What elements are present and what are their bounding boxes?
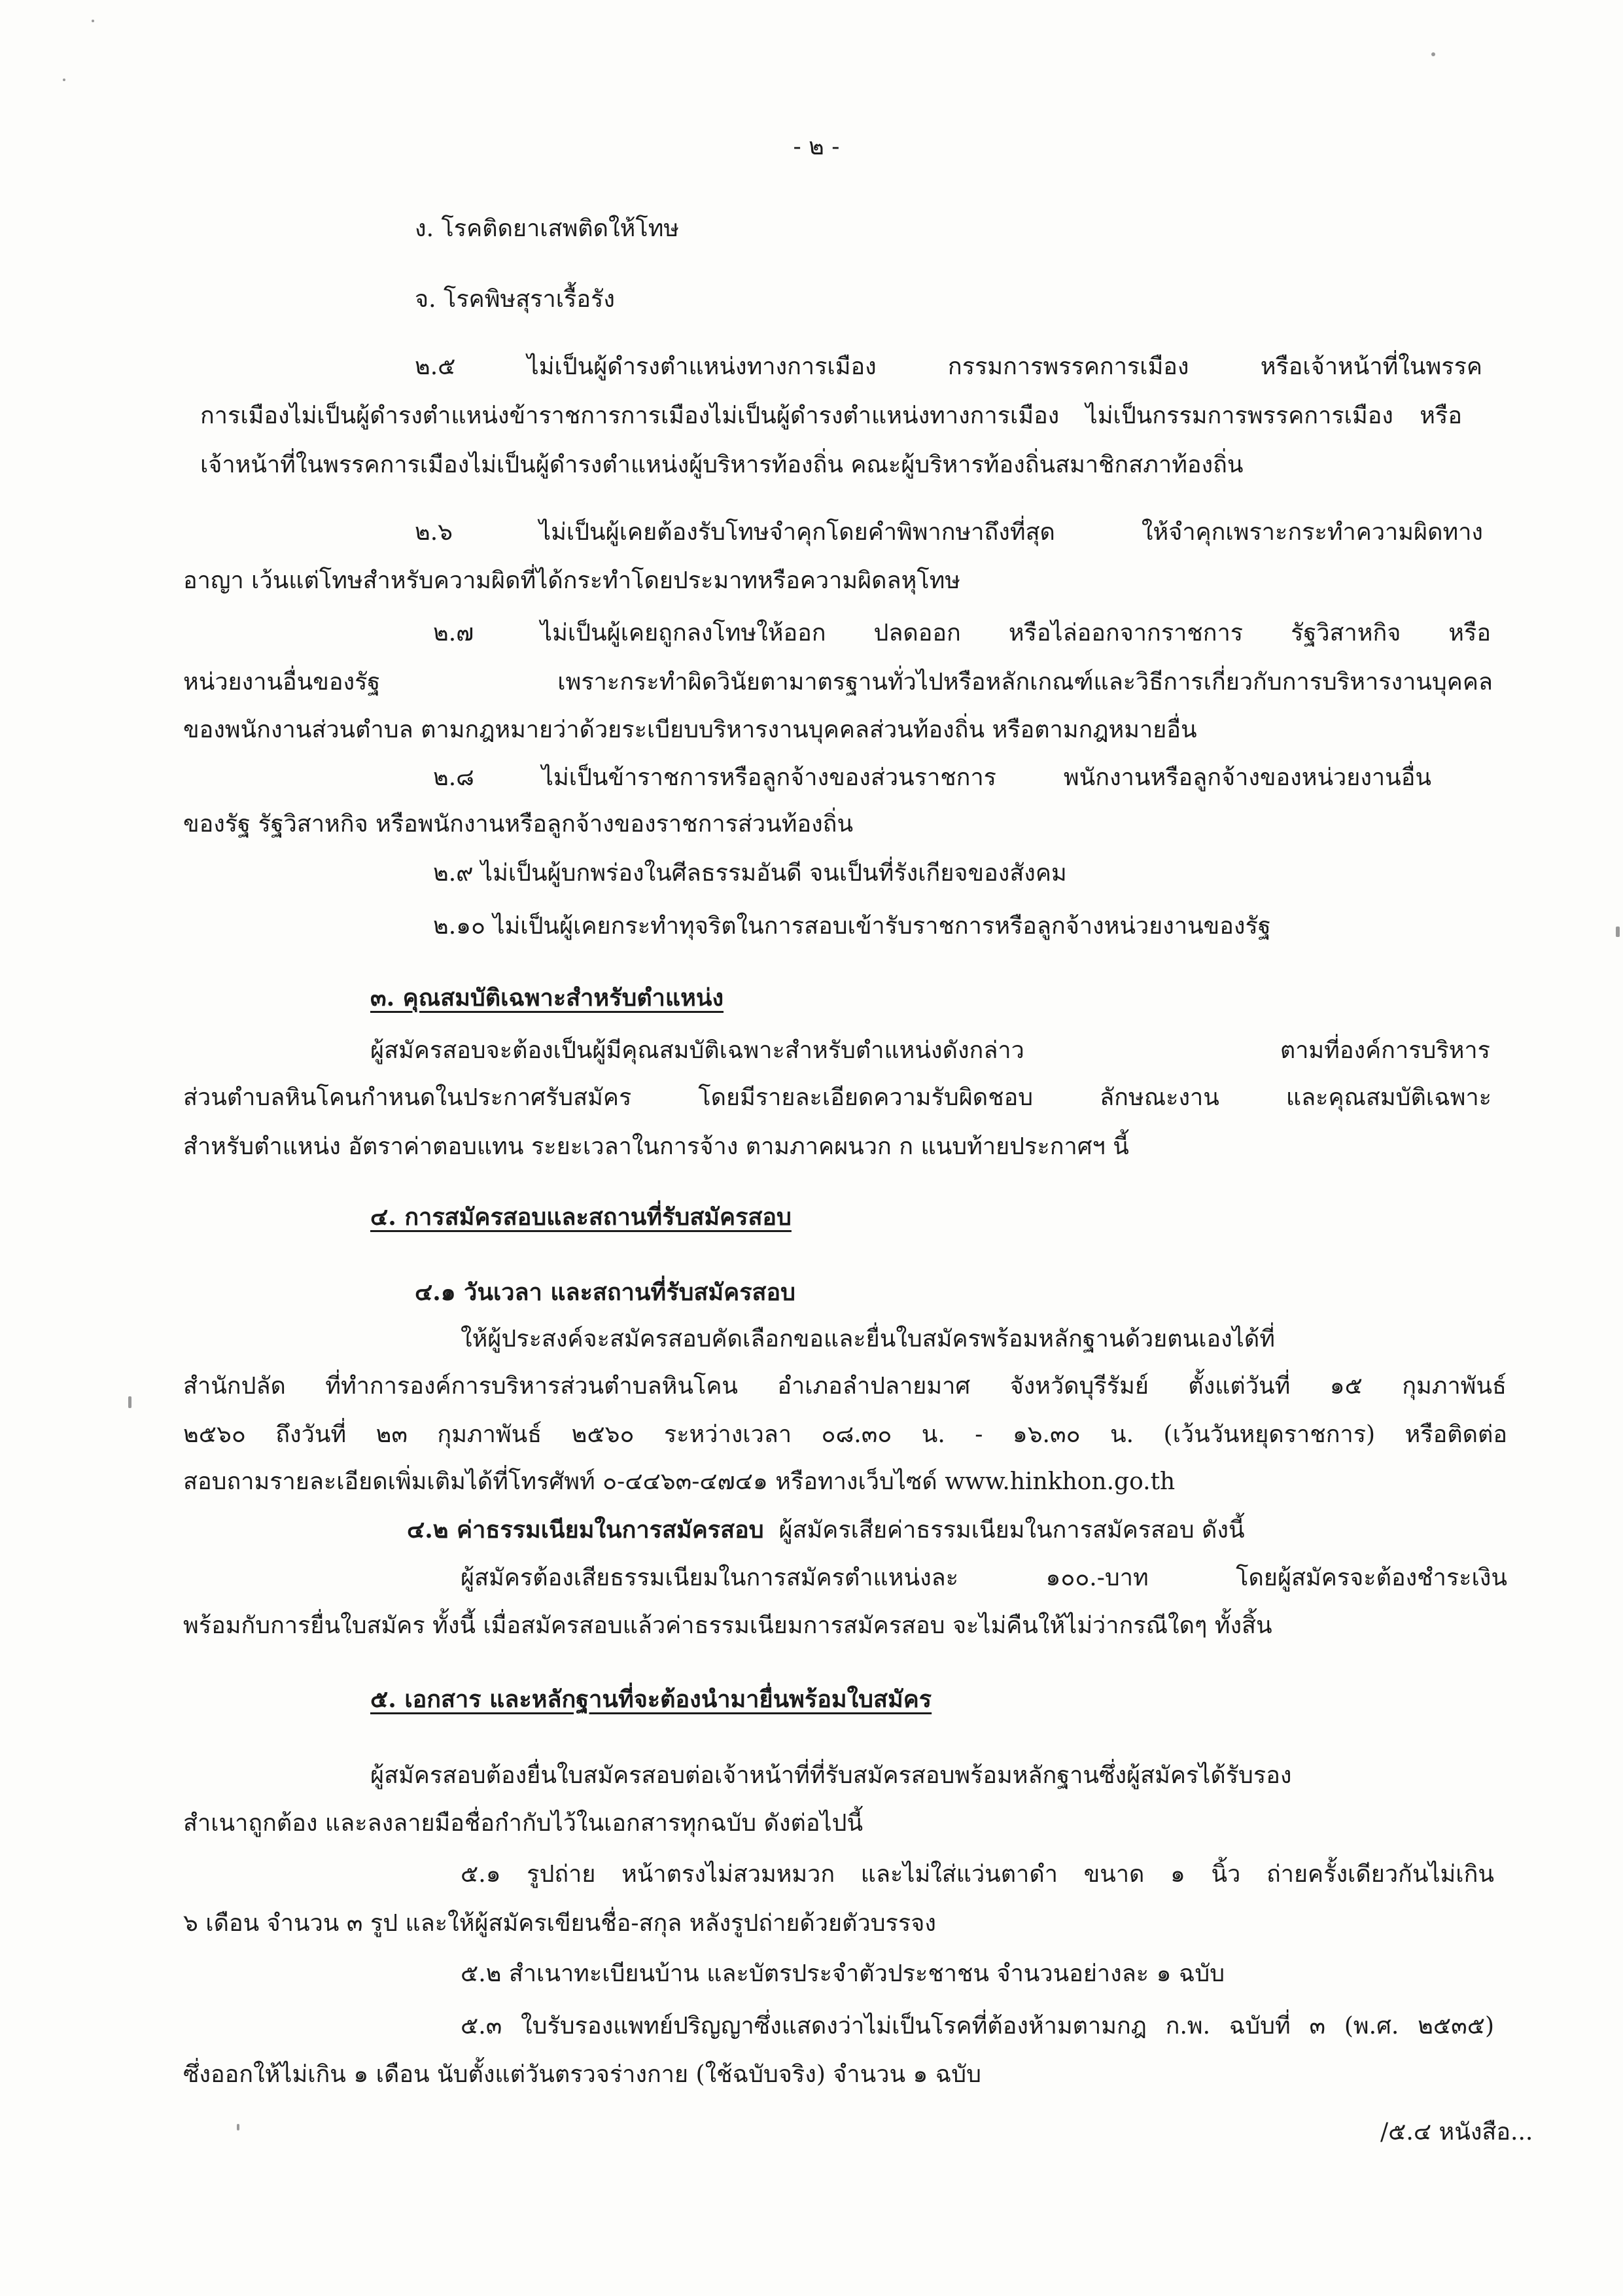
text-line: ง. โรคติดยาเสพติดให้โทษ xyxy=(415,215,680,242)
text-line: ผู้สมัครต้องเสียธรรมเนียมในการสมัครตำแหน่งละ ๑๐๐.-บาท โดยผู้สมัครจะต้องชำระเงิน xyxy=(461,1564,1507,1591)
scan-speck xyxy=(1616,927,1620,937)
continuation-footer: /๕.๔ หนังสือ... xyxy=(1380,2119,1533,2146)
text-line: ให้ผู้ประสงค์จะสมัครสอบคัดเลือกขอและยื่นใบสมัครพร้อมหลักฐานด้วยตนเองได้ที่ xyxy=(461,1326,1275,1352)
text-line: ๕.๑ รูปถ่าย หน้าตรงไม่สวมหมวก และไม่ใส่แว่นตาดำ ขนาด ๑ นิ้ว ถ่ายครั้งเดียวกันไม่เกิน xyxy=(461,1861,1494,1888)
scan-speck xyxy=(1431,52,1435,56)
scan-speck xyxy=(63,79,65,81)
text-line: สำเนาถูกต้อง และลงลายมือชื่อกำกับไว้ในเอกสารทุกฉบับ ดังต่อไปนี้ xyxy=(183,1810,864,1837)
text-line: ไม่เป็นผู้เคยถูกลงโทษให้ออก ปลดออก หรือไล่ออกจากราชการ รัฐวิสาหกิจ หรือ xyxy=(540,620,1491,646)
text-line: ๕.๒ สำเนาทะเบียนบ้าน และบัตรประจำตัวประชาชน จำนวนอย่างละ ๑ ฉบับ xyxy=(461,1960,1225,1987)
text-line: สำหรับตำแหน่ง อัตราค่าตอบแทน ระยะเวลาในการจ้าง ตามภาคผนวก ก แนบท้ายประกาศฯ นี้ xyxy=(183,1133,1129,1160)
text-line: สอบถามรายละเอียดเพิ่มเติมได้ที่โทรศัพท์ ๐-๔๔๖๓-๔๗๔๑ หรือทางเว็บไซด์ www.hinkhon.go.th xyxy=(183,1468,1176,1495)
text-line: เจ้าหน้าที่ในพรรคการเมืองไม่เป็นผู้ดำรงตำแหน่งผู้บริหารท้องถิ่น คณะผู้บริหารท้องถิ่นสมาชิกสภาท้องถิ่น xyxy=(200,451,1244,478)
text-line xyxy=(407,1513,1245,1547)
text-line: ๒.๕ ไม่เป็นผู้ดำรงตำแหน่งทางการเมือง กรรมการพรรคการเมือง หรือเจ้าหน้าที่ในพรรค xyxy=(415,353,1482,380)
section-heading: ๕. เอกสาร และหลักฐานที่จะต้องนำมายื่นพร้อมใบสมัคร xyxy=(370,1686,932,1713)
scan-speck xyxy=(237,2124,239,2130)
section-heading: ๔. การสมัครสอบและสถานที่รับสมัครสอบ xyxy=(370,1203,792,1231)
text-line: ของพนักงานส่วนตำบล ตามกฎหมายว่าด้วยระเบียบบริหารงานบุคคลส่วนท้องถิ่น หรือตามกฎหมายอื่น xyxy=(183,716,1197,743)
text-line: ผู้สมัครสอบต้องยื่นใบสมัครสอบต่อเจ้าหน้าที่ที่รับสมัครสอบพร้อมหลักฐานซึ่งผู้สมัครได้รับรอง xyxy=(370,1762,1292,1789)
text-line: หน่วยงานอื่นของรัฐ เพราะกระทำผิดวินัยตามาตรฐานทั่วไปหรือหลักเกณฑ์และวิธีการเกี่ยวกับการบริหารงานบุคคล xyxy=(183,669,1493,696)
scan-speck xyxy=(92,20,94,22)
subsection-heading: ๔.๒ ค่าธรรมเนียมในการสมัครสอบ xyxy=(407,1516,764,1544)
text-line: ๒.๘ ไม่เป็นข้าราชการหรือลูกจ้างของส่วนราชการ พนักงานหรือลูกจ้างของหน่วยงานอื่น xyxy=(433,764,1431,791)
text-line: ๒.๙ ไม่เป็นผู้บกพร่องในศีลธรรมอันดี จนเป็นที่รังเกียจของสังคม xyxy=(433,860,1067,887)
text-line: ๒.๑๐ ไม่เป็นผู้เคยกระทำทุจริตในการสอบเข้ารับราชการหรือลูกจ้างหน่วยงานของรัฐ xyxy=(433,913,1271,940)
text-line: ๕.๓ ใบรับรองแพทย์ปริญญาซึ่งแสดงว่าไม่เป็นโรคที่ต้องห้ามตามกฎ ก.พ. ฉบับที่ ๓ (พ.ศ. ๒๕๓๕) xyxy=(461,2013,1494,2040)
text-line: ๖ เดือน จำนวน ๓ รูป และให้ผู้สมัครเขียนชื่อ-สกุล หลังรูปถ่ายด้วยตัวบรรจง xyxy=(183,1910,936,1937)
section-heading: ๓. คุณสมบัติเฉพาะสำหรับตำแหน่ง xyxy=(370,984,724,1012)
text-line: พร้อมกับการยื่นใบสมัคร ทั้งนี้ เมื่อสมัครสอบแล้วค่าธรรมเนียมการสมัครสอบ จะไม่คืนให้ไม่ว่ากรณีใดๆ ทั้งสิ้น xyxy=(183,1612,1272,1639)
page-number: - ๒ - xyxy=(793,133,840,160)
text-line: ส่วนตำบลหินโคนกำหนดในประกาศรับสมัคร โดยมีรายละเอียดความรับผิดชอบ ลักษณะงาน และคุณสมบัติเฉพาะ xyxy=(183,1084,1492,1111)
text-line: การเมืองไม่เป็นผู้ดำรงตำแหน่งข้าราชการการเมืองไม่เป็นผู้ดำรงตำแหน่งทางการเมือง ไม่เป็นกรรมการพรรคการเมือง หรือ xyxy=(200,402,1462,429)
text-line: ๒๕๖๐ ถึงวันที่ ๒๓ กุมภาพันธ์ ๒๕๖๐ ระหว่างเวลา ๐๘.๓๐ น. - ๑๖.๓๐ น. (เว้นวันหยุดราชการ) หรือติดต่อ xyxy=(183,1421,1507,1448)
text-line: ซึ่งออกให้ไม่เกิน ๑ เดือน นับตั้งแต่วันตรวจร่างกาย (ใช้ฉบับจริง) จำนวน ๑ ฉบับ xyxy=(183,2061,982,2088)
text-line: อาญา เว้นแต่โทษสำหรับความผิดที่ได้กระทำโดยประมาทหรือความผิดลหุโทษ xyxy=(183,567,961,594)
scan-speck xyxy=(128,1396,131,1408)
text-line: ๒.๗ xyxy=(433,620,474,646)
text-line: ของรัฐ รัฐวิสาหกิจ หรือพนักงานหรือลูกจ้างของราชการส่วนท้องถิ่น xyxy=(183,811,854,838)
text-line: ผู้สมัครเสียค่าธรรมเนียมในการสมัครสอบ ดังนี้ xyxy=(778,1517,1245,1544)
text-line: ๒.๖ ไม่เป็นผู้เคยต้องรับโทษจำคุกโดยคำพิพากษาถึงที่สุด ให้จำคุกเพราะกระทำความผิดทาง xyxy=(415,519,1483,546)
text-line: ผู้สมัครสอบจะต้องเป็นผู้มีคุณสมบัติเฉพาะสำหรับตำแหน่งดังกล่าว ตามที่องค์การบริหาร xyxy=(370,1037,1490,1064)
text-line: จ. โรคพิษสุราเรื้อรัง xyxy=(415,286,615,313)
text-line: สำนักปลัด ที่ทำการองค์การบริหารส่วนตำบลหินโคน อำเภอลำปลายมาศ จังหวัดบุรีรัมย์ ตั้งแต่วันที่ ๑๕ กุมภาพันธ์ xyxy=(183,1373,1507,1400)
subsection-heading: ๔.๑ วันเวลา และสถานที่รับสมัครสอบ xyxy=(415,1279,795,1306)
